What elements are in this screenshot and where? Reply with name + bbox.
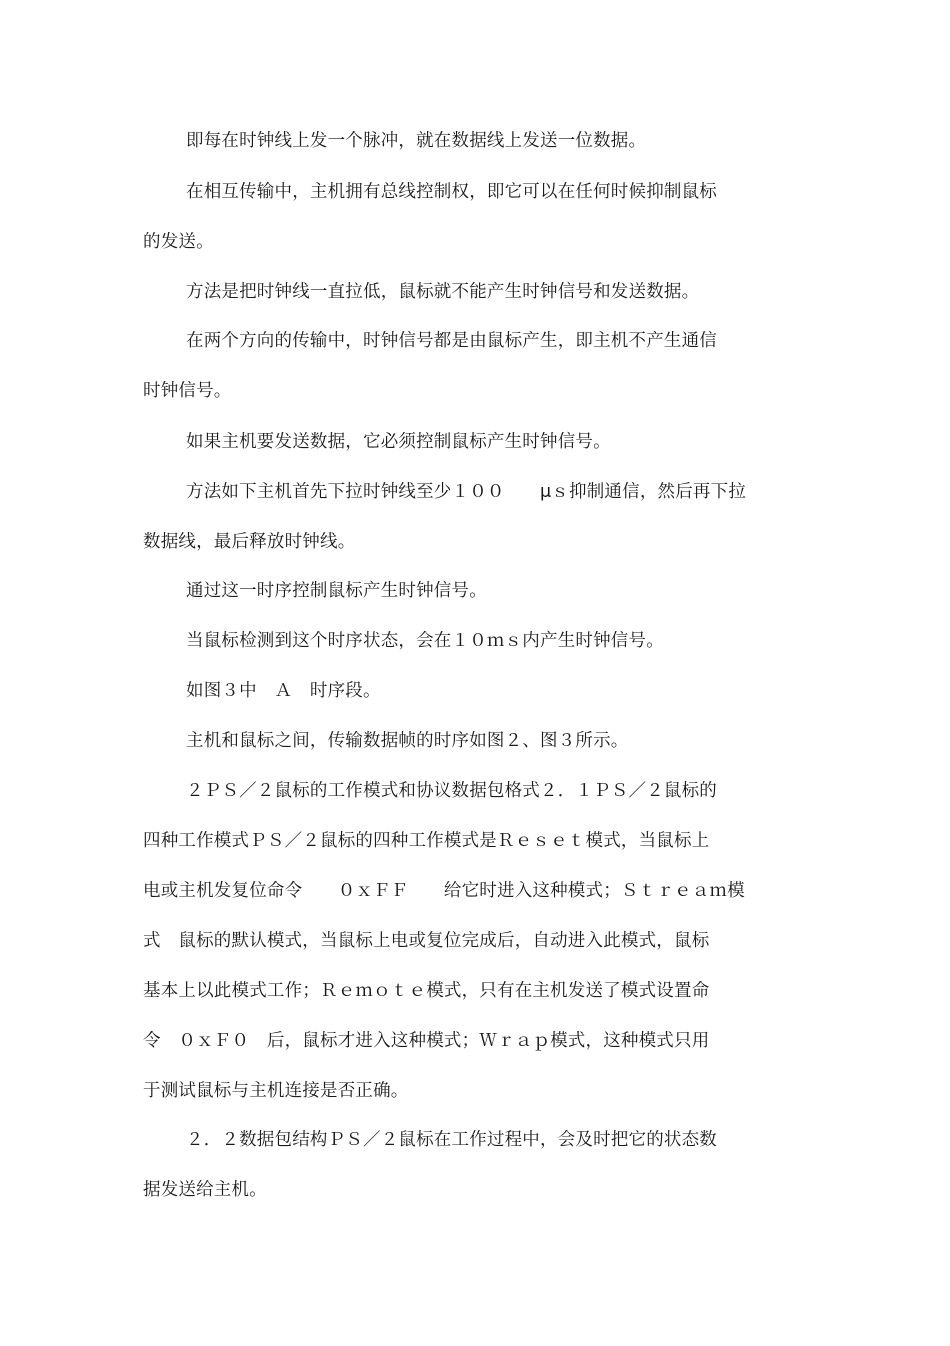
text-line: 通过这一时序控制鼠标产生时钟信号。 [186, 581, 487, 601]
text-line: 即每在时钟线上发一个脉冲，就在数据线上发送一位数据。 [186, 131, 647, 151]
text-line: 在相互传输中，主机拥有总线控制权，即它可以在任何时候抑制鼠标 [186, 182, 717, 202]
text-line: 在两个方向的传输中，时钟信号都是由鼠标产生，即主机不产生通信 [186, 331, 717, 351]
text-line: 的发送。 [143, 232, 214, 252]
text-line: 四种工作模式ＰＳ／２鼠标的四种工作模式是Ｒｅｓｅｔ模式，当鼠标上 [143, 831, 710, 851]
text-line: 当鼠标检测到这个时序状态，会在１０ｍｓ内产生时钟信号。 [186, 631, 664, 651]
text-line: 据发送给主机。 [143, 1180, 267, 1200]
text-line: 如图３中 Ａ 时序段。 [186, 681, 381, 701]
text-line: 时钟信号。 [143, 381, 232, 401]
text-line: ２．２数据包结构ＰＳ／２鼠标在工作过程中，会及时把它的状态数 [186, 1130, 717, 1150]
text-line: 式 鼠标的默认模式，当鼠标上电或复位完成后，自动进入此模式，鼠标 [143, 931, 710, 951]
text-line: 令 ０ｘＦ０ 后，鼠标才进入这种模式；Ｗｒａｐ模式，这种模式只用 [143, 1031, 710, 1051]
text-line: 主机和鼠标之间，传输数据帧的时序如图２、图３所示。 [186, 731, 629, 751]
text-line: 数据线，最后释放时钟线。 [143, 532, 356, 552]
text-line: 方法如下主机首先下拉时钟线至少１００ μｓ抑制通信，然后再下拉 [186, 482, 747, 502]
text-line: 如果主机要发送数据，它必须控制鼠标产生时钟信号。 [186, 432, 611, 452]
text-line: 于测试鼠标与主机连接是否正确。 [143, 1081, 409, 1101]
text-line: ２ＰＳ／２鼠标的工作模式和协议数据包格式２．１ＰＳ／２鼠标的 [186, 781, 717, 801]
text-line: 基本上以此模式工作；Ｒｅｍｏｔｅ模式，只有在主机发送了模式设置命 [143, 981, 710, 1001]
text-line: 电或主机发复位命令 ０ｘＦＦ 给它时进入这种模式；Ｓｔｒｅａｍ模 [143, 881, 745, 901]
text-line: 方法是把时钟线一直拉低，鼠标就不能产生时钟信号和发送数据。 [186, 282, 700, 302]
